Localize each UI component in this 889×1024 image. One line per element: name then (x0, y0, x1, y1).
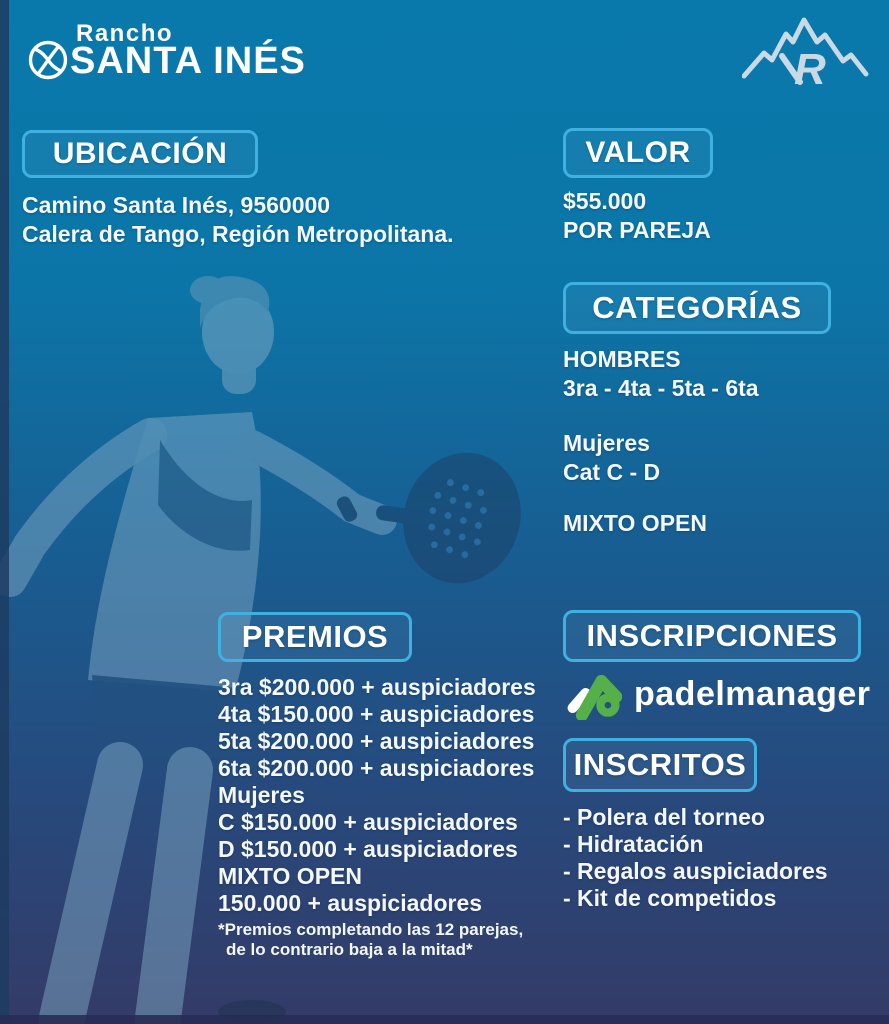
premios-line: 5ta $200.000 + auspiciadores (218, 728, 535, 754)
premios-line: MIXTO OPEN (218, 863, 362, 889)
categorias-title: CATEGORÍAS (592, 290, 802, 325)
inscritos-item: - Regalos auspiciadores (563, 858, 828, 884)
ubicacion-title-box (22, 130, 258, 178)
premios-title-box (218, 612, 412, 662)
valor-title-box (563, 128, 713, 178)
categorias-mixto-label: MIXTO OPEN (563, 510, 707, 536)
premios-line: C $150.000 + auspiciadores (218, 809, 518, 835)
valor-per-pair: POR PAREJA (563, 217, 711, 243)
inscritos-item: - Hidratación (563, 831, 704, 857)
premios-line: D $150.000 + auspiciadores (218, 836, 518, 862)
valor-amount: $55.000 (563, 188, 647, 214)
brand-rancho: Rancho (76, 20, 174, 47)
brand-santa-ines: SANTA INÉS (70, 40, 306, 82)
premios-note-line2: de lo contrario baja a la mitad* (226, 940, 473, 959)
padelmanager-logo (566, 668, 871, 720)
mountain-r-logo (742, 14, 872, 88)
inscripciones-title: INSCRIPCIONES (586, 618, 838, 653)
premios-line: 4ta $150.000 + auspiciadores (218, 701, 535, 727)
premios-line: 150.000 + auspiciadores (218, 890, 483, 916)
premios-note-line1: *Premios completando las 12 parejas, (218, 920, 524, 939)
ubicacion-address-line2: Calera de Tango, Región Metropolitana. (22, 221, 454, 247)
left-edge-band (0, 0, 9, 1024)
valor-title: VALOR (585, 136, 691, 169)
inscritos-item: - Polera del torneo (563, 804, 765, 830)
categorias-mujeres-label: Mujeres (563, 430, 650, 456)
categorias-mujeres-detail: Cat C - D (563, 459, 661, 485)
bottom-edge-band (0, 1015, 889, 1024)
ubicacion-title: UBICACIÓN (52, 137, 228, 170)
premios-title: PREMIOS (241, 619, 389, 654)
premios-line: 3ra $200.000 + auspiciadores (218, 674, 536, 700)
categorias-title-box (563, 282, 831, 334)
ubicacion-address-line1: Camino Santa Inés, 9560000 (22, 192, 331, 218)
svg-text:R: R (794, 45, 826, 88)
padelmanager-icon (566, 668, 622, 720)
padelmanager-wordmark: padelmanager (634, 674, 871, 713)
inscritos-title: INSCRITOS (573, 747, 747, 782)
inscritos-item: - Kit de competidos (563, 885, 777, 911)
inscripciones-title-box (563, 610, 861, 662)
categorias-hombres-detail: 3ra - 4ta - 5ta - 6ta (563, 375, 759, 401)
premios-line: Mujeres (218, 782, 305, 808)
inscritos-title-box (563, 738, 757, 792)
categorias-hombres-label: HOMBRES (563, 346, 681, 372)
padel-ball-icon (26, 38, 70, 82)
premios-line: 6ta $200.000 + auspiciadores (218, 755, 535, 781)
